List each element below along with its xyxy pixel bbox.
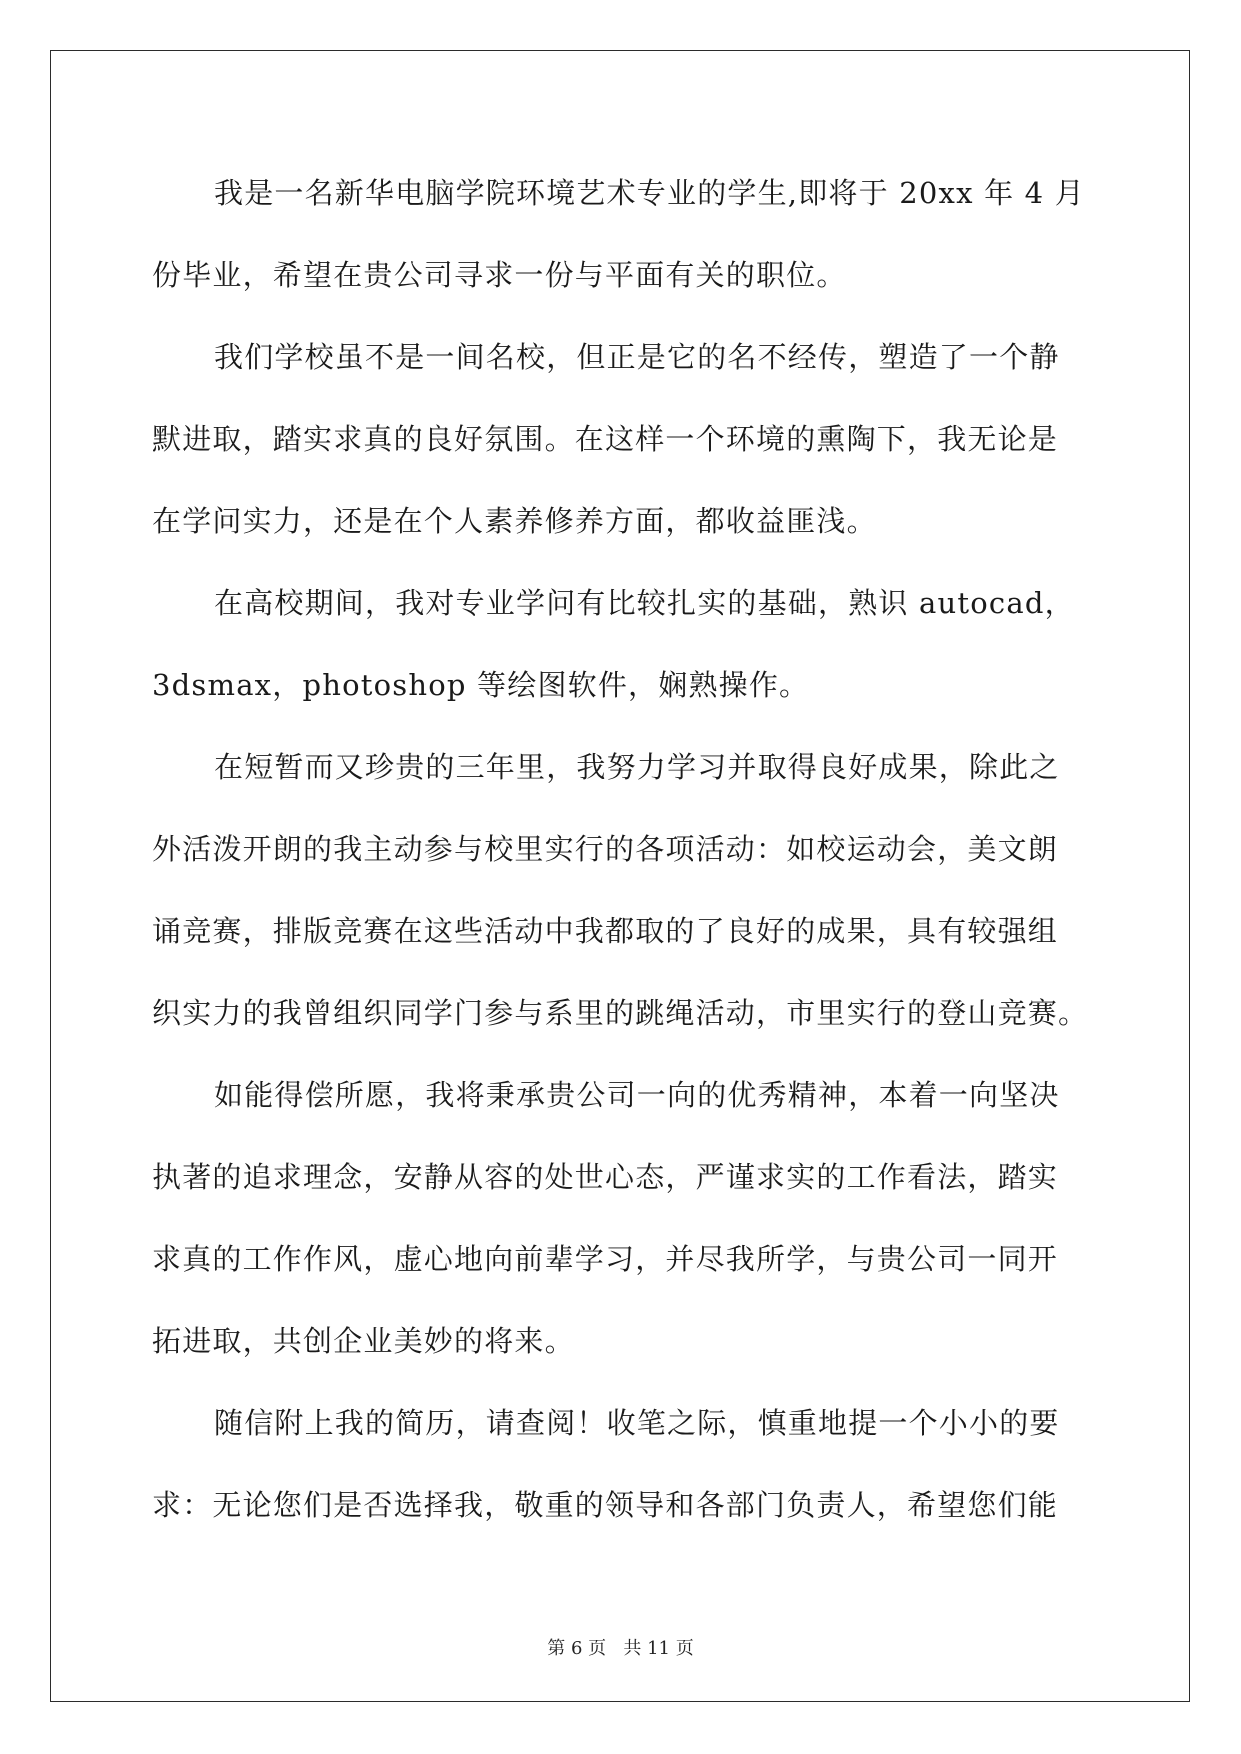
paragraph-4-line-1: 在短暂而又珍贵的三年里，我努力学习并取得良好成果，除此之 — [214, 750, 1060, 784]
paragraph-5-line-3: 求真的工作作风，虚心地向前辈学习，并尽我所学，与贵公司一同开 — [152, 1242, 1059, 1276]
paragraph-3-line-1: 在高校期间，我对专业学问有比较扎实的基础，熟识 autocad， — [214, 586, 1075, 620]
paragraph-6-line-1: 随信附上我的简历，请查阅！收笔之际，慎重地提一个小小的要 — [214, 1406, 1060, 1440]
paragraph-2-line-1: 我们学校虽不是一间名校，但正是它的名不经传，塑造了一个静 — [214, 340, 1060, 374]
paragraph-2-line-2: 默进取，踏实求真的良好氛围。在这样一个环境的熏陶下，我无论是 — [152, 422, 1059, 456]
document-body — [152, 152, 1092, 1546]
paragraph-3-line-2: 3dsmax，photoshop 等绘图软件，娴熟操作。 — [152, 668, 810, 702]
paragraph-5-line-2: 执著的追求理念，安静从容的处世心态，严谨求实的工作看法，踏实 — [152, 1160, 1059, 1194]
page-number: 第 6 页 — [547, 1638, 607, 1659]
paragraph-4-line-3: 诵竞赛，排版竞赛在这些活动中我都取的了良好的成果，具有较强组 — [152, 914, 1059, 948]
paragraph-1-line-1: 我是一名新华电脑学院环境艺术专业的学生,即将于 20xx 年 4 月 — [214, 176, 1085, 210]
paragraph-2-line-3: 在学问实力，还是在个人素养修养方面，都收益匪浅。 — [152, 504, 877, 538]
paragraph-4-line-4: 织实力的我曾组织同学门参与系里的跳绳活动，市里实行的登山竞赛。 — [152, 996, 1089, 1030]
paragraph-5-line-4: 拓进取，共创企业美妙的将来。 — [152, 1324, 575, 1358]
paragraph-4-line-2: 外活泼开朗的我主动参与校里实行的各项活动：如校运动会，美文朗 — [152, 832, 1059, 866]
page-total: 共 11 页 — [623, 1638, 694, 1659]
paragraph-1-line-2: 份毕业，希望在贵公司寻求一份与平面有关的职位。 — [152, 258, 847, 292]
page-footer — [0, 1634, 1241, 1660]
paragraph-6-line-2: 求：无论您们是否选择我，敬重的领导和各部门负责人，希望您们能 — [152, 1488, 1059, 1522]
paragraph-5-line-1: 如能得偿所愿，我将秉承贵公司一向的优秀精神，本着一向坚决 — [214, 1078, 1060, 1112]
